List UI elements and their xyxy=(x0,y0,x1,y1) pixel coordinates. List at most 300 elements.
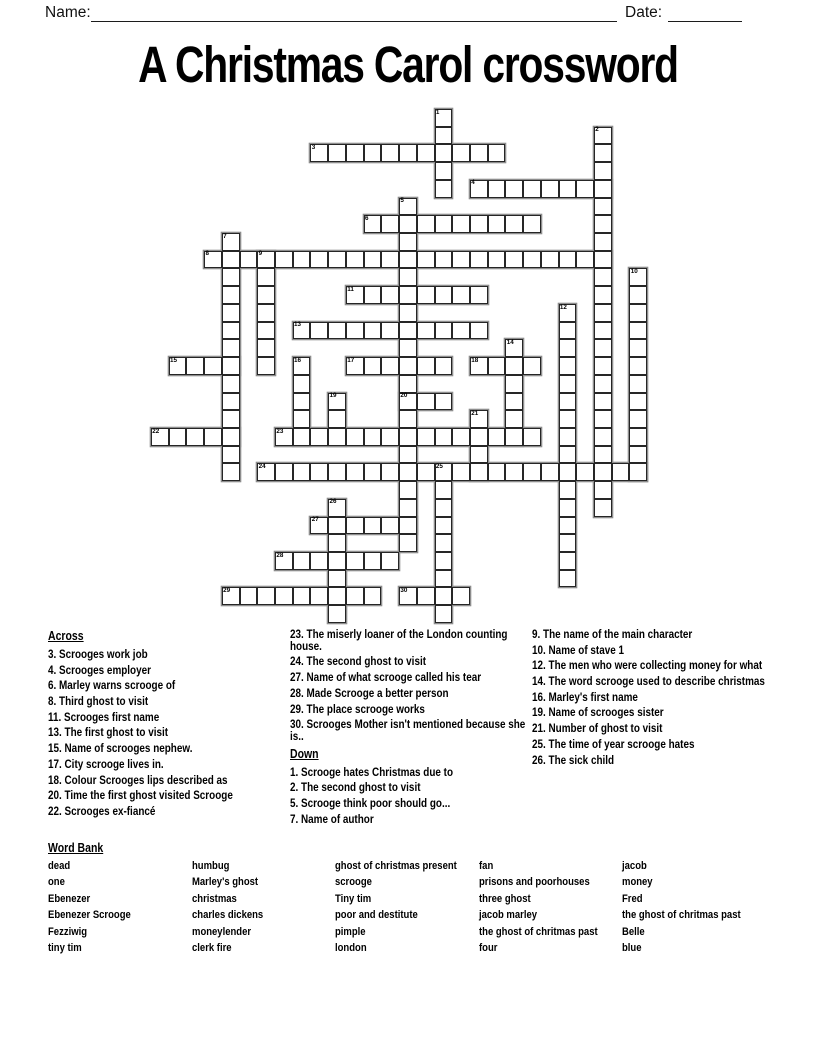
grid-cell[interactable] xyxy=(257,587,275,605)
grid-cell[interactable] xyxy=(399,393,417,411)
grid-cell[interactable] xyxy=(364,357,382,375)
grid-cell[interactable] xyxy=(505,375,523,393)
grid-cell[interactable] xyxy=(576,463,594,481)
grid-cell[interactable] xyxy=(523,180,541,198)
grid-cell[interactable] xyxy=(594,286,612,304)
grid-cell[interactable] xyxy=(559,570,577,588)
word-bank-item: Belle xyxy=(622,925,645,938)
date-blank-line[interactable] xyxy=(668,4,742,22)
grid-cell[interactable] xyxy=(186,428,204,446)
grid-cell[interactable] xyxy=(204,357,222,375)
grid-cell[interactable] xyxy=(505,215,523,233)
grid-cell[interactable] xyxy=(381,357,399,375)
grid-cell[interactable] xyxy=(399,251,417,269)
clue-number: 11 xyxy=(347,285,354,293)
grid-cell[interactable] xyxy=(629,446,647,464)
grid-cell[interactable] xyxy=(222,357,240,375)
grid-cell[interactable] xyxy=(523,463,541,481)
grid-cell[interactable] xyxy=(470,215,488,233)
clue-number: 14 xyxy=(506,338,514,346)
grid-cell[interactable] xyxy=(169,428,187,446)
grid-cell[interactable] xyxy=(328,463,346,481)
grid-cell[interactable] xyxy=(505,339,523,357)
grid-cell[interactable] xyxy=(594,357,612,375)
grid-cell[interactable] xyxy=(505,180,523,198)
clue-number: 12 xyxy=(559,303,567,311)
grid-cell[interactable] xyxy=(364,428,382,446)
grid-cell[interactable] xyxy=(364,552,382,570)
grid-cell[interactable] xyxy=(240,587,258,605)
grid-cell[interactable] xyxy=(559,322,577,340)
grid-cell[interactable] xyxy=(559,534,577,552)
grid-cell[interactable] xyxy=(257,339,275,357)
grid-cell[interactable] xyxy=(594,428,612,446)
grid-cell[interactable] xyxy=(452,251,470,269)
grid-cell[interactable] xyxy=(435,428,453,446)
clue-number: 28 xyxy=(276,551,284,559)
grid-cell[interactable] xyxy=(594,322,612,340)
grid-cell[interactable] xyxy=(346,286,364,304)
grid-cell[interactable] xyxy=(629,322,647,340)
grid-cell[interactable] xyxy=(186,357,204,375)
grid-cell[interactable] xyxy=(399,587,417,605)
word-bank-item: four xyxy=(478,941,497,954)
grid-cell[interactable] xyxy=(222,393,240,411)
grid-cell[interactable] xyxy=(346,144,364,162)
grid-cell[interactable] xyxy=(257,357,275,375)
grid-cell[interactable] xyxy=(310,463,328,481)
word-bank-item: the ghost of chritmas past xyxy=(478,925,598,938)
grid-cell[interactable] xyxy=(612,463,630,481)
grid-cell[interactable] xyxy=(594,393,612,411)
grid-cell[interactable] xyxy=(435,552,453,570)
grid-cell[interactable] xyxy=(559,446,577,464)
grid-cell[interactable] xyxy=(293,463,311,481)
grid-cell[interactable] xyxy=(541,463,559,481)
grid-cell[interactable] xyxy=(257,268,275,286)
grid-cell[interactable] xyxy=(399,499,417,517)
grid-cell[interactable] xyxy=(151,428,169,446)
grid-cell[interactable] xyxy=(629,268,647,286)
grid-cell[interactable] xyxy=(381,552,399,570)
grid-cell[interactable] xyxy=(594,198,612,216)
grid-cell[interactable] xyxy=(452,587,470,605)
grid-cell[interactable] xyxy=(399,268,417,286)
grid-cell[interactable] xyxy=(523,215,541,233)
grid-cell[interactable] xyxy=(257,251,275,269)
grid-cell[interactable] xyxy=(470,357,488,375)
grid-cell[interactable] xyxy=(275,428,293,446)
grid-cell[interactable] xyxy=(328,251,346,269)
grid-cell[interactable] xyxy=(399,233,417,251)
grid-cell[interactable] xyxy=(452,322,470,340)
grid-cell[interactable] xyxy=(204,251,222,269)
grid-cell[interactable] xyxy=(629,357,647,375)
grid-cell[interactable] xyxy=(629,339,647,357)
grid-cell[interactable] xyxy=(452,144,470,162)
grid-cell[interactable] xyxy=(435,499,453,517)
grid-cell[interactable] xyxy=(435,534,453,552)
grid-cell[interactable] xyxy=(222,286,240,304)
grid-cell[interactable] xyxy=(435,109,453,127)
grid-cell[interactable] xyxy=(559,428,577,446)
grid-cell[interactable] xyxy=(559,517,577,535)
grid-cell[interactable] xyxy=(399,410,417,428)
grid-cell[interactable] xyxy=(381,286,399,304)
clue-item: 24. The second ghost to visit xyxy=(290,654,427,669)
word-bank-heading: Word Bank xyxy=(48,841,104,855)
grid-cell[interactable] xyxy=(470,446,488,464)
word-bank-column xyxy=(48,861,192,959)
grid-cell[interactable] xyxy=(559,375,577,393)
word-bank-item: Marley's ghost xyxy=(191,876,258,889)
grid-cell[interactable] xyxy=(399,286,417,304)
grid-cell[interactable] xyxy=(169,357,187,375)
grid-cell[interactable] xyxy=(559,304,577,322)
grid-cell[interactable] xyxy=(452,286,470,304)
grid-cell[interactable] xyxy=(222,375,240,393)
grid-cell[interactable] xyxy=(381,517,399,535)
grid-cell[interactable] xyxy=(328,552,346,570)
grid-cell[interactable] xyxy=(346,251,364,269)
word-bank-item: Ebenezer xyxy=(48,892,91,905)
grid-cell[interactable] xyxy=(346,463,364,481)
grid-cell[interactable] xyxy=(310,517,328,535)
grid-cell[interactable] xyxy=(399,481,417,499)
clue-item: 6. Marley warns scrooge of xyxy=(48,678,176,693)
grid-cell[interactable] xyxy=(364,463,382,481)
grid-cell[interactable] xyxy=(222,428,240,446)
grid-cell[interactable] xyxy=(417,286,435,304)
grid-cell[interactable] xyxy=(399,463,417,481)
clue-item: 27. Name of what scrooge called his tear xyxy=(290,670,482,685)
grid-cell[interactable] xyxy=(310,587,328,605)
grid-cell[interactable] xyxy=(541,251,559,269)
grid-cell[interactable] xyxy=(328,393,346,411)
grid-cell[interactable] xyxy=(435,215,453,233)
clue-item: 22. Scrooges ex-fiancé xyxy=(48,803,156,818)
grid-cell[interactable] xyxy=(559,393,577,411)
grid-cell[interactable] xyxy=(293,552,311,570)
clue-number: 6 xyxy=(364,214,369,222)
grid-cell[interactable] xyxy=(417,428,435,446)
grid-cell[interactable] xyxy=(222,410,240,428)
grid-cell[interactable] xyxy=(293,587,311,605)
grid-cell[interactable] xyxy=(435,127,453,145)
grid-cell[interactable] xyxy=(346,428,364,446)
grid-cell[interactable] xyxy=(435,570,453,588)
grid-cell[interactable] xyxy=(381,144,399,162)
grid-cell[interactable] xyxy=(399,357,417,375)
grid-cell[interactable] xyxy=(257,463,275,481)
grid-cell[interactable] xyxy=(435,517,453,535)
grid-cell[interactable] xyxy=(435,357,453,375)
grid-cell[interactable] xyxy=(488,428,506,446)
name-label: Name: xyxy=(45,4,91,21)
grid-cell[interactable] xyxy=(222,463,240,481)
clue-item: 1. Scrooge hates Christmas due to xyxy=(290,764,453,779)
grid-cell[interactable] xyxy=(470,144,488,162)
grid-cell[interactable] xyxy=(381,251,399,269)
grid-cell[interactable] xyxy=(559,339,577,357)
word-bank-item: prisons and poorhouses xyxy=(478,876,590,889)
grid-cell[interactable] xyxy=(364,144,382,162)
grid-cell[interactable] xyxy=(399,304,417,322)
grid-cell[interactable] xyxy=(346,322,364,340)
grid-cell[interactable] xyxy=(346,357,364,375)
grid-cell[interactable] xyxy=(257,286,275,304)
clue-number: 29 xyxy=(223,587,231,595)
grid-cell[interactable] xyxy=(381,215,399,233)
grid-cell[interactable] xyxy=(346,587,364,605)
grid-cell[interactable] xyxy=(417,393,435,411)
grid-cell[interactable] xyxy=(505,463,523,481)
grid-cell[interactable] xyxy=(594,144,612,162)
grid-cell[interactable] xyxy=(222,587,240,605)
grid-cell[interactable] xyxy=(222,446,240,464)
grid-cell[interactable] xyxy=(488,215,506,233)
grid-cell[interactable] xyxy=(488,357,506,375)
grid-cell[interactable] xyxy=(594,162,612,180)
grid-cell[interactable] xyxy=(328,605,346,623)
word-bank-item: moneylender xyxy=(191,925,251,938)
grid-cell[interactable] xyxy=(488,463,506,481)
name-blank-line[interactable] xyxy=(91,4,617,22)
grid-cell[interactable] xyxy=(417,215,435,233)
grid-cell[interactable] xyxy=(275,251,293,269)
grid-cell[interactable] xyxy=(629,304,647,322)
word-bank-item: Ebenezer Scrooge xyxy=(48,909,131,922)
grid-cell[interactable] xyxy=(435,322,453,340)
grid-cell[interactable] xyxy=(559,481,577,499)
grid-cell[interactable] xyxy=(381,428,399,446)
grid-cell[interactable] xyxy=(328,322,346,340)
grid-cell[interactable] xyxy=(594,499,612,517)
grid-cell[interactable] xyxy=(328,587,346,605)
grid-cell[interactable] xyxy=(222,251,240,269)
grid-cell[interactable] xyxy=(559,499,577,517)
grid-cell[interactable] xyxy=(364,322,382,340)
grid-cell[interactable] xyxy=(576,180,594,198)
grid-cell[interactable] xyxy=(452,463,470,481)
grid-cell[interactable] xyxy=(328,499,346,517)
clue-item: 7. Name of author xyxy=(290,811,374,826)
grid-cell[interactable] xyxy=(559,410,577,428)
grid-cell[interactable] xyxy=(275,587,293,605)
grid-cell[interactable] xyxy=(470,410,488,428)
word-bank-item: jacob xyxy=(622,860,647,872)
grid-cell[interactable] xyxy=(594,180,612,198)
grid-cell[interactable] xyxy=(435,481,453,499)
grid-cell[interactable] xyxy=(594,339,612,357)
grid-cell[interactable] xyxy=(275,463,293,481)
grid-cell[interactable] xyxy=(257,322,275,340)
grid-cell[interactable] xyxy=(594,481,612,499)
grid-cell[interactable] xyxy=(328,517,346,535)
grid-cell[interactable] xyxy=(364,587,382,605)
grid-cell[interactable] xyxy=(523,357,541,375)
grid-cell[interactable] xyxy=(576,251,594,269)
grid-cell[interactable] xyxy=(293,410,311,428)
grid-cell[interactable] xyxy=(470,322,488,340)
clue-number: 21 xyxy=(471,409,479,417)
grid-cell[interactable] xyxy=(222,268,240,286)
grid-cell[interactable] xyxy=(399,144,417,162)
grid-cell[interactable] xyxy=(594,304,612,322)
grid-cell[interactable] xyxy=(310,144,328,162)
word-bank-item: three ghost xyxy=(478,892,531,905)
grid-cell[interactable] xyxy=(594,463,612,481)
grid-cell[interactable] xyxy=(594,446,612,464)
grid-cell[interactable] xyxy=(417,251,435,269)
grid-cell[interactable] xyxy=(505,393,523,411)
clue-number: 24 xyxy=(258,463,266,470)
grid-cell[interactable] xyxy=(293,251,311,269)
grid-cell[interactable] xyxy=(488,251,506,269)
grid-cell[interactable] xyxy=(346,552,364,570)
grid-cell[interactable] xyxy=(470,251,488,269)
clue-item: 18. Colour Scrooges lips described as xyxy=(48,772,228,787)
grid-cell[interactable] xyxy=(275,552,293,570)
grid-cell[interactable] xyxy=(523,428,541,446)
grid-cell[interactable] xyxy=(505,251,523,269)
grid-cell[interactable] xyxy=(435,251,453,269)
grid-cell[interactable] xyxy=(470,286,488,304)
grid-cell[interactable] xyxy=(293,393,311,411)
grid-cell[interactable] xyxy=(435,144,453,162)
grid-cell[interactable] xyxy=(559,552,577,570)
grid-cell[interactable] xyxy=(222,233,240,251)
grid-cell[interactable] xyxy=(594,251,612,269)
word-bank-item: humbug xyxy=(191,860,229,872)
grid-cell[interactable] xyxy=(381,463,399,481)
grid-cell[interactable] xyxy=(417,463,435,481)
grid-cell[interactable] xyxy=(328,428,346,446)
grid-cell[interactable] xyxy=(417,322,435,340)
clue-number: 23 xyxy=(276,427,284,435)
clue-number: 20 xyxy=(400,392,408,400)
grid-cell[interactable] xyxy=(523,251,541,269)
grid-cell[interactable] xyxy=(435,286,453,304)
word-bank-item: Fezziwig xyxy=(48,925,88,938)
grid-cell[interactable] xyxy=(470,180,488,198)
grid-cell[interactable] xyxy=(505,410,523,428)
grid-cell[interactable] xyxy=(629,286,647,304)
grid-cell[interactable] xyxy=(310,552,328,570)
grid-cell[interactable] xyxy=(435,180,453,198)
grid-cell[interactable] xyxy=(417,144,435,162)
grid-cell[interactable] xyxy=(399,322,417,340)
grid-cell[interactable] xyxy=(559,251,577,269)
grid-cell[interactable] xyxy=(505,357,523,375)
grid-cell[interactable] xyxy=(488,180,506,198)
grid-cell[interactable] xyxy=(346,517,364,535)
grid-cell[interactable] xyxy=(435,162,453,180)
grid-cell[interactable] xyxy=(629,375,647,393)
grid-cell[interactable] xyxy=(399,517,417,535)
word-bank-item: scrooge xyxy=(335,876,372,889)
grid-cell[interactable] xyxy=(399,375,417,393)
grid-cell[interactable] xyxy=(310,251,328,269)
grid-cell[interactable] xyxy=(328,410,346,428)
grid-cell[interactable] xyxy=(594,410,612,428)
grid-cell[interactable] xyxy=(435,605,453,623)
grid-cell[interactable] xyxy=(594,268,612,286)
clue-number: 16 xyxy=(294,356,302,364)
grid-cell[interactable] xyxy=(364,286,382,304)
word-bank-item: dead xyxy=(48,860,71,872)
grid-cell[interactable] xyxy=(328,570,346,588)
grid-cell[interactable] xyxy=(381,322,399,340)
clue-number: 4 xyxy=(471,179,475,187)
grid-cell[interactable] xyxy=(559,357,577,375)
grid-cell[interactable] xyxy=(629,393,647,411)
grid-cell[interactable] xyxy=(399,446,417,464)
grid-cell[interactable] xyxy=(257,304,275,322)
grid-cell[interactable] xyxy=(594,215,612,233)
grid-cell[interactable] xyxy=(629,463,647,481)
grid-cell[interactable] xyxy=(488,144,506,162)
grid-cell[interactable] xyxy=(505,428,523,446)
grid-cell[interactable] xyxy=(559,180,577,198)
word-bank-item: the ghost of chritmas past xyxy=(622,909,741,922)
grid-cell[interactable] xyxy=(240,251,258,269)
grid-cell[interactable] xyxy=(293,322,311,340)
grid-cell[interactable] xyxy=(452,215,470,233)
grid-cell[interactable] xyxy=(541,180,559,198)
grid-cell[interactable] xyxy=(222,322,240,340)
grid-cell[interactable] xyxy=(293,428,311,446)
grid-cell[interactable] xyxy=(293,357,311,375)
clue-item: 19. Name of scrooges sister xyxy=(532,705,664,720)
grid-cell[interactable] xyxy=(452,428,470,446)
grid-cell[interactable] xyxy=(594,127,612,145)
clue-item: 10. Name of stave 1 xyxy=(532,642,624,657)
grid-cell[interactable] xyxy=(435,393,453,411)
grid-cell[interactable] xyxy=(328,534,346,552)
grid-cell[interactable] xyxy=(470,428,488,446)
grid-cell[interactable] xyxy=(594,375,612,393)
grid-cell[interactable] xyxy=(399,428,417,446)
grid-cell[interactable] xyxy=(435,463,453,481)
grid-cell[interactable] xyxy=(364,517,382,535)
word-bank-item: ghost of christmas present xyxy=(335,860,457,872)
grid-cell[interactable] xyxy=(629,428,647,446)
grid-cell[interactable] xyxy=(399,215,417,233)
grid-cell[interactable] xyxy=(470,463,488,481)
grid-cell[interactable] xyxy=(293,375,311,393)
grid-cell[interactable] xyxy=(399,534,417,552)
clue-item: 28. Made Scrooge a better person xyxy=(290,685,449,700)
grid-cell[interactable] xyxy=(594,233,612,251)
grid-cell[interactable] xyxy=(222,304,240,322)
grid-cell[interactable] xyxy=(399,198,417,216)
grid-cell[interactable] xyxy=(204,428,222,446)
grid-cell[interactable] xyxy=(629,410,647,428)
grid-cell[interactable] xyxy=(222,339,240,357)
grid-cell[interactable] xyxy=(559,463,577,481)
grid-cell[interactable] xyxy=(417,357,435,375)
grid-cell[interactable] xyxy=(310,428,328,446)
grid-cell[interactable] xyxy=(417,587,435,605)
grid-cell[interactable] xyxy=(364,251,382,269)
grid-cell[interactable] xyxy=(399,339,417,357)
grid-cell[interactable] xyxy=(310,322,328,340)
grid-cell[interactable] xyxy=(364,215,382,233)
grid-cell[interactable] xyxy=(435,587,453,605)
clue-item: 11. Scrooges first name xyxy=(48,709,160,724)
grid-cell[interactable] xyxy=(328,144,346,162)
